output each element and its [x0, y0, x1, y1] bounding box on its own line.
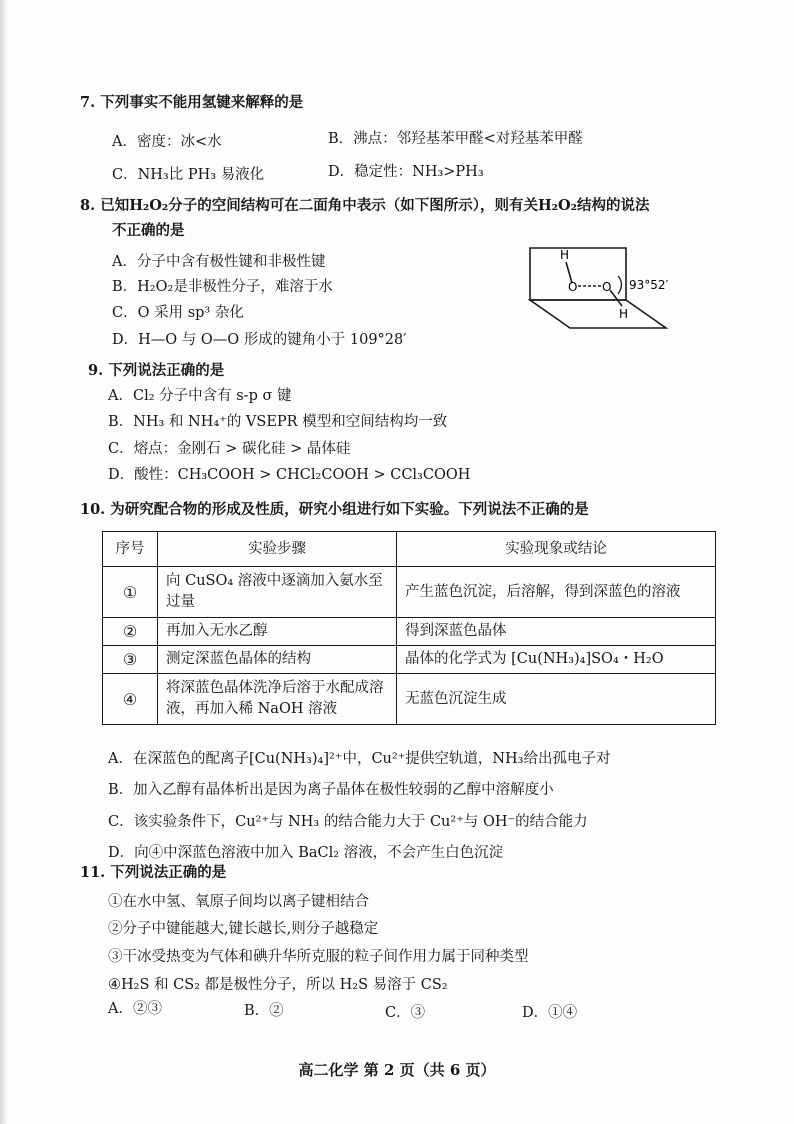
- h-o-bond-bottom: [610, 290, 622, 306]
- q11-option-a: A．②③: [108, 1001, 162, 1017]
- h-bottom-label: H: [619, 307, 629, 321]
- q11-stem: [80, 862, 226, 884]
- row-result: 产生蓝色沉淀，后溶解，得到深蓝色的溶液: [397, 567, 716, 618]
- row-step: 将深蓝色晶体洗净后溶于水配成溶液，再加入稀 NaOH 溶液: [158, 674, 397, 725]
- row-number: ②: [103, 618, 158, 646]
- q11-option-d: D．①④: [522, 1005, 578, 1021]
- q7-number: 7.: [80, 94, 96, 111]
- q8-option-b: B．H₂O₂是非极性分子，难溶于水: [112, 279, 333, 295]
- q8-option-d: D．H—O 与 O—O 形成的键角小于 109°28′: [112, 332, 407, 348]
- row-number: ③: [103, 646, 158, 674]
- row-step: 再加入无水乙醇: [158, 618, 397, 646]
- q8-number: 8.: [80, 197, 96, 214]
- q9-stem-text: 下列说法正确的是: [108, 362, 225, 379]
- row-number: ①: [103, 567, 158, 618]
- row-result: 晶体的化学式为 [Cu(NH₃)₄]SO₄・H₂O: [397, 646, 716, 674]
- q8-stem: [80, 195, 650, 217]
- q8-stem-line2: 不正确的是: [112, 222, 185, 239]
- h2o2-dihedral-figure: [526, 240, 696, 332]
- header-number: 序号: [103, 532, 158, 567]
- table-row: [103, 618, 716, 646]
- q9-stem: [88, 360, 224, 382]
- q8-option-c: C．O 采用 sp³ 杂化: [112, 305, 244, 321]
- q10-option-b: B．加入乙醇有晶体析出是因为离子晶体在极性较弱的乙醇中溶解度小: [108, 782, 554, 798]
- q11-option-c: C．③: [385, 1005, 426, 1021]
- angle-arc: [618, 276, 622, 294]
- q9-number: 9.: [88, 362, 104, 379]
- q7-option-b: B．沸点：邻羟基苯甲醛<对羟基苯甲醛: [328, 131, 583, 147]
- q10-stem: [80, 499, 589, 521]
- q10-option-d: D．向④中深蓝色溶液中加入 BaCl₂ 溶液，不会产生白色沉淀: [108, 845, 504, 861]
- q8-option-a: A．分子中含有极性键和非极性键: [112, 254, 326, 270]
- o1-label: O: [568, 280, 578, 294]
- q7-option-c: C．NH₃比 PH₃ 易液化: [112, 167, 265, 183]
- q11-statement-1: ①在水中氢、氧原子间均以离子键相结合: [108, 894, 369, 910]
- q8-stem-text: 已知H₂O₂分子的空间结构可在二面角中表示（如下图所示），则有关H₂O₂结构的说法: [100, 197, 650, 214]
- table-row: [103, 567, 716, 618]
- experiment-table: [102, 531, 716, 725]
- o2-label: O: [602, 280, 612, 294]
- q11-statement-4: ④H₂S 和 CS₂ 都是极性分子，所以 H₂S 易溶于 CS₂: [108, 977, 448, 993]
- q11-statement-2: ②分子中键能越大,键长越长,则分子越稳定: [108, 921, 379, 937]
- q9-option-c: C．熔点：金刚石 > 碳化硅 > 晶体硅: [108, 441, 351, 457]
- header-step: 实验步骤: [158, 532, 397, 567]
- page-edge-shadow: [0, 0, 8, 1124]
- row-step: 测定深蓝色晶体的结构: [158, 646, 397, 674]
- q11-option-b: B．②: [244, 1003, 284, 1019]
- row-result: 无蓝色沉淀生成: [397, 674, 716, 725]
- row-result: 得到深蓝色晶体: [397, 618, 716, 646]
- q11-stem-text: 下列说法正确的是: [110, 864, 227, 881]
- q10-stem-text: 为研究配合物的形成及性质，研究小组进行如下实验。下列说法不正确的是: [110, 501, 589, 518]
- q7-stem-text: 下列事实不能用氢键来解释的是: [100, 94, 304, 111]
- q11-number: 11.: [80, 864, 106, 881]
- q10-option-a: A．在深蓝色的配离子[Cu(NH₃)₄]²⁺中，Cu²⁺提供空轨道，NH₃给出孤电子对: [108, 751, 611, 767]
- q7-option-d: D．稳定性：NH₃>PH₃: [328, 164, 484, 180]
- table-row: [103, 674, 716, 725]
- q9-option-d: D．酸性：CH₃COOH > CHCl₂COOH > CCl₃COOH: [108, 467, 471, 483]
- lower-plane: [530, 300, 666, 328]
- row-step: 向 CuSO₄ 溶液中逐滴加入氨水至过量: [158, 567, 397, 618]
- q7-stem: [80, 92, 303, 114]
- angle-label: 93°52′: [629, 278, 669, 292]
- table-row: [103, 646, 716, 674]
- q10-option-c: C．该实验条件下，Cu²⁺与 NH₃ 的结合能力大于 Cu²⁺与 OH⁻的结合能力: [108, 814, 588, 830]
- h-top-label: H: [560, 248, 570, 262]
- q7-option-a: A．密度：冰<水: [112, 134, 222, 150]
- q9-option-a: A．Cl₂ 分子中含有 s-p σ 键: [108, 388, 292, 404]
- q9-option-b: B．NH₃ 和 NH₄⁺的 VSEPR 模型和空间结构均一致: [108, 414, 448, 430]
- row-number: ④: [103, 674, 158, 725]
- q10-number: 10.: [80, 501, 106, 518]
- header-result: 实验现象或结论: [397, 532, 716, 567]
- page-footer: 高二化学 第 2 页（共 6 页）: [298, 1061, 496, 1079]
- table-header-row: [103, 532, 716, 567]
- q11-statement-3: ③干冰受热变为气体和碘升华所克服的粒子间作用力属于同种类型: [108, 949, 529, 965]
